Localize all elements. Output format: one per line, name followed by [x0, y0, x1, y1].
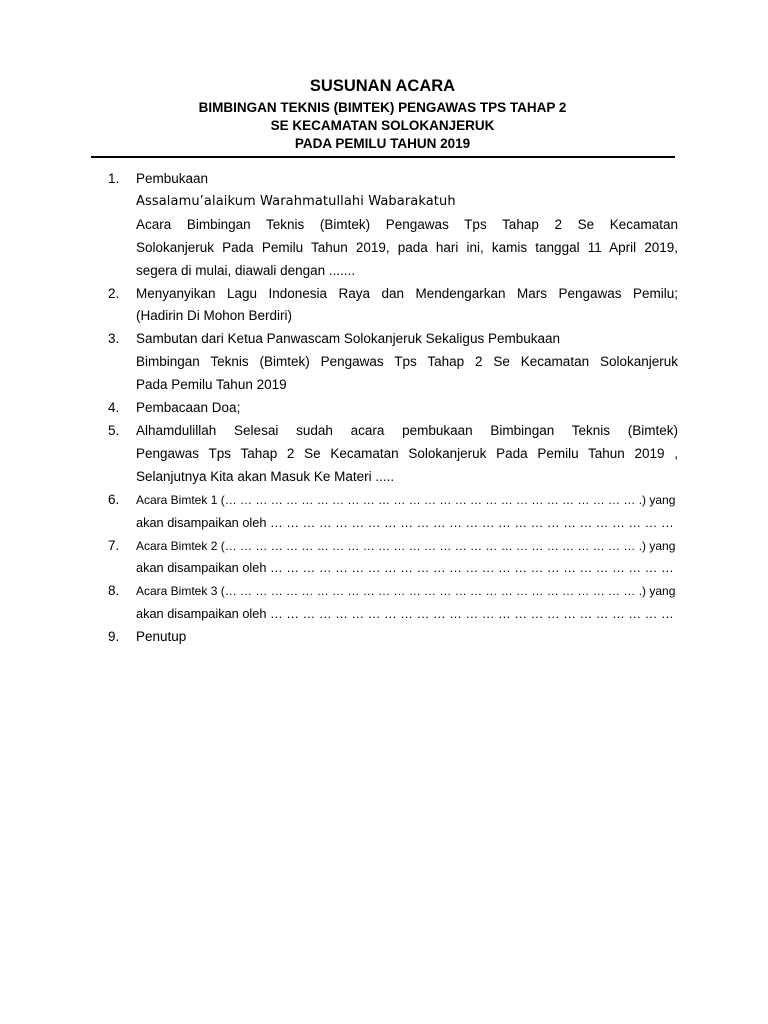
- document-subtitle-line: SE KECAMATAN SOLOKANJERUK: [270, 118, 495, 133]
- agenda-item: [108, 328, 678, 397]
- agenda-item-number: 4.: [108, 400, 120, 416]
- agenda-item: [108, 420, 678, 489]
- agenda-item-line: Sambutan dari Ketua Panwascam Solokanjeruk Sekaligus Pembukaan: [136, 331, 560, 347]
- agenda-item-body: [136, 168, 678, 283]
- agenda-item-line: Penutup: [136, 629, 187, 645]
- agenda-item-line: Assalamu’alaikum Warahmatullahi Wabarakatuh: [136, 193, 456, 209]
- agenda-item-number: 7.: [108, 537, 120, 553]
- agenda-item-line: Pada Pemilu Tahun 2019: [136, 377, 287, 393]
- document-title: SUSUNAN ACARA: [309, 77, 456, 95]
- agenda-item: [108, 580, 678, 626]
- agenda-item-body: [136, 283, 678, 329]
- agenda-item-line: akan disampaikan oleh … … … … … … … … … … … … … … … … … … … … … … … … …: [136, 606, 674, 622]
- agenda-item-number: 2.: [108, 285, 120, 301]
- agenda-item-line: Pembukaan: [136, 171, 209, 186]
- agenda-item-number: 5.: [108, 422, 120, 438]
- agenda-item-number: 3.: [108, 331, 120, 347]
- agenda-item-line: Acara Bimtek 2 (… … … … … … … … … … … … … … … … … … … … … … … … … … … .) yang: [136, 538, 676, 553]
- agenda-list: [108, 168, 678, 649]
- agenda-item-line: Acara Bimtek 1 (… … … … … … … … … … … … … … … … … … … … … … … … … … … .) yang: [136, 492, 676, 507]
- agenda-item-number: 1.: [108, 171, 120, 186]
- agenda-item-line: Acara Bimtek 3 (… … … … … … … … … … … … … … … … … … … … … … … … … … … .) yang: [136, 584, 676, 599]
- agenda-item: [108, 397, 678, 420]
- agenda-item-line: Selanjutnya Kita akan Masuk Ke Materi .....: [136, 468, 395, 484]
- agenda-item-line: Solokanjeruk Pada Pemilu Tahun 2019, pada hari ini, kamis tanggal 11 April 2019,: [136, 239, 678, 255]
- document-header: [90, 76, 675, 153]
- agenda-item-line: Acara Bimbingan Teknis (Bimtek) Pengawas Tps Tahap 2 Se Kecamatan: [136, 216, 678, 232]
- agenda-item: [108, 535, 678, 581]
- agenda-item-number: 8.: [108, 583, 120, 599]
- agenda-item-line: akan disampaikan oleh … … … … … … … … … … … … … … … … … … … … … … … … …: [136, 514, 674, 530]
- agenda-item-body: [136, 535, 678, 581]
- agenda-item-number: 6.: [108, 491, 120, 507]
- agenda-item-line: Menyanyikan Lagu Indonesia Raya dan Mendengarkan Mars Pengawas Pemilu;: [136, 285, 678, 301]
- agenda-item: [108, 283, 678, 329]
- agenda-item: [108, 168, 678, 283]
- agenda-item-body: [136, 397, 678, 420]
- agenda-item-line: segera di mulai, diawali dengan .......: [136, 262, 356, 278]
- document-subtitle-line: PADA PEMILU TAHUN 2019: [294, 136, 471, 151]
- document-subtitle-line: BIMBINGAN TEKNIS (BIMTEK) PENGAWAS TPS TAHAP 2: [198, 100, 567, 115]
- agenda-item-line: Bimbingan Teknis (Bimtek) Pengawas Tps Tahap 2 Se Kecamatan Solokanjeruk: [136, 354, 678, 370]
- agenda-item: [108, 489, 678, 535]
- agenda-item-body: [136, 420, 678, 489]
- agenda-item-line: Pengawas Tps Tahap 2 Se Kecamatan Solokanjeruk Pada Pemilu Tahun 2019 ,: [136, 445, 678, 461]
- agenda-item-line: Pembacaan Doa;: [136, 400, 241, 416]
- agenda-item-body: [136, 626, 678, 649]
- agenda-item-line: akan disampaikan oleh … … … … … … … … … … … … … … … … … … … … … … … … …: [136, 560, 674, 576]
- header-divider: [91, 156, 675, 158]
- agenda-item-body: [136, 328, 678, 397]
- agenda-item-body: [136, 580, 678, 626]
- agenda-item-line: Alhamdulillah Selesai sudah acara pembukaan Bimbingan Teknis (Bimtek): [136, 422, 678, 438]
- agenda-item-number: 9.: [108, 629, 120, 645]
- agenda-item: [108, 626, 678, 649]
- agenda-item-body: [136, 489, 678, 535]
- agenda-item-line: (Hadirin Di Mohon Berdiri): [136, 308, 293, 324]
